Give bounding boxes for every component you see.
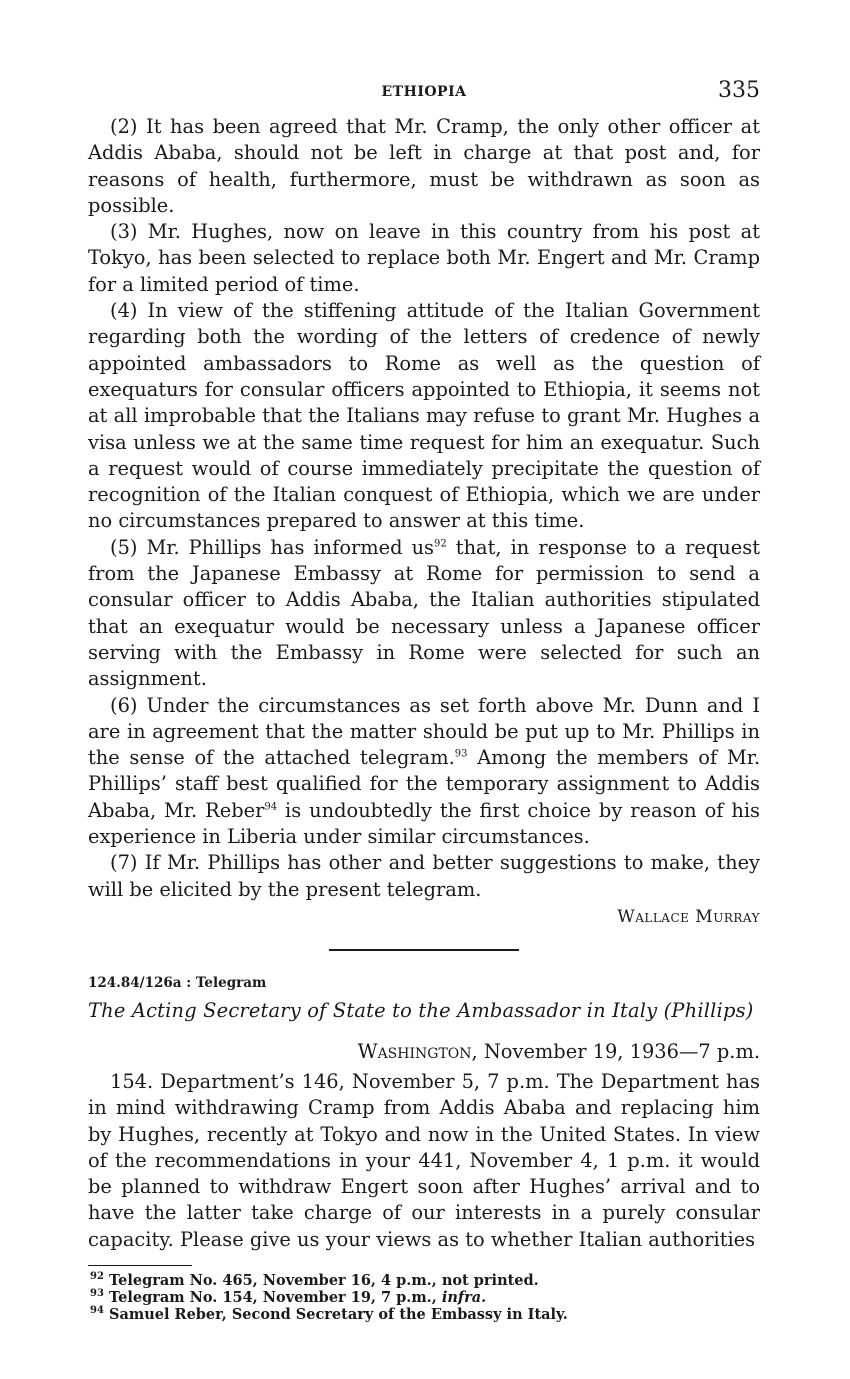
- memo-paragraph-5: [88, 535, 760, 693]
- document-page: [88, 78, 760, 1323]
- memo-paragraph-6: [88, 693, 760, 851]
- footnote-text: Telegram No. 154, November 19, 7 p.m.,: [108, 1288, 442, 1306]
- para5-text-a: (5) Mr. Phillips has informed us: [110, 535, 435, 559]
- footnote-ref-93: 93: [454, 748, 468, 760]
- dateline-date: , November 19, 1936—7 p.m.: [471, 1039, 760, 1063]
- file-number: 124.84/126a : Telegram: [88, 974, 267, 991]
- document-heading: The Acting Secretary of State to the Ambassador in Italy (Phillips): [88, 998, 754, 1022]
- memo-body: [88, 114, 760, 903]
- footnotes: [88, 1272, 760, 1323]
- footnote-92: [88, 1272, 760, 1289]
- footnote-mark: 92: [90, 1271, 104, 1283]
- footnote-italic: infra.: [441, 1288, 487, 1306]
- para5-text-b: that, in response to a request from the Japanese Embassy at Rome for permission to send a consular officer to Addis Ababa, the Italian authorities stipulated that an exequatur would be necessary unless a Japanese officer serving with the Embassy in Rome were selected for such an assignment.: [88, 535, 761, 691]
- footnote-mark: 93: [90, 1288, 104, 1300]
- dateline-place: Washington: [357, 1039, 472, 1063]
- signature: [88, 907, 760, 927]
- memo-paragraph-4: (4) In view of the stiffening attitude of the Italian Government regarding both the wording of the letters of credence of newly appointed ambassadors to Rome as well as the question of exequaturs for consular officers appointed to Ethiopia, it seems not at all improbable that the Italians may refuse to grant Mr. Hughes a visa unless we at the same time request for him an exequatur. Such a request would of course immediately precipitate the question of recognition of the Italian conquest of Ethiopia, which we are under no circumstances prepared to answer at this time.: [88, 299, 760, 533]
- footnote-93: [88, 1289, 760, 1306]
- footnote-ref-94: 94: [264, 801, 278, 813]
- telegram-text: 154. Department’s 146, November 5, 7 p.m. The Department has in mind withdrawing Cramp from Addis Ababa and replacing him by Hughes, recently at Tokyo and now in the United States. In view of the recommendations in your 441, November 4, 1 p.m. it would be planned to withdraw Engert soon after Hughes’ arrival and to have the latter take charge of our interests in a purely consular capacity. Please give us your views as to whether Italian authorities: [88, 1069, 760, 1251]
- section-divider: [329, 949, 519, 951]
- memo-paragraph-2: (2) It has been agreed that Mr. Cramp, the only other officer at Addis Ababa, should not be left in charge at that post and, for reasons of health, furthermore, must be withdrawn as soon as possible.: [88, 115, 760, 217]
- memo-paragraph-7: (7) If Mr. Phillips has other and better suggestions to make, they will be elicited by the present telegram.: [88, 851, 760, 901]
- footnote-divider: [88, 1265, 192, 1266]
- running-header: [88, 78, 760, 114]
- signature-name: Wallace Murray: [617, 906, 760, 927]
- footnote-94: [88, 1306, 760, 1323]
- para6-text-a: (6) Under the circumstances as set forth above Mr. Dunn and I are in agreement that the matter should be put up to Mr. Phillips in the sense of the attached telegram.: [88, 693, 760, 770]
- footnote-ref-92: 92: [434, 538, 447, 550]
- dateline: [88, 1040, 760, 1063]
- footnote-text: Samuel Reber, Second Secretary of the Embassy in Italy.: [108, 1305, 568, 1323]
- page-number: 335: [718, 78, 760, 103]
- para6-text-b: Among the members of Mr. Phillips’ staff best qualified for the temporary assignment to Addis Ababa, Mr. Reber: [88, 746, 760, 822]
- para6-text-c: is undoubtedly the first choice by reason of his experience in Liberia under similar circumstances.: [88, 798, 760, 849]
- memo-paragraph-3: (3) Mr. Hughes, now on leave in this country from his post at Tokyo, has been selected to replace both Mr. Engert and Mr. Cramp for a limited period of time.: [88, 220, 760, 296]
- telegram-body: [88, 1069, 760, 1253]
- footnote-mark: 94: [90, 1305, 104, 1317]
- footnote-text: Telegram No. 465, November 16, 4 p.m., not printed.: [108, 1271, 539, 1289]
- running-title: ETHIOPIA: [381, 84, 467, 100]
